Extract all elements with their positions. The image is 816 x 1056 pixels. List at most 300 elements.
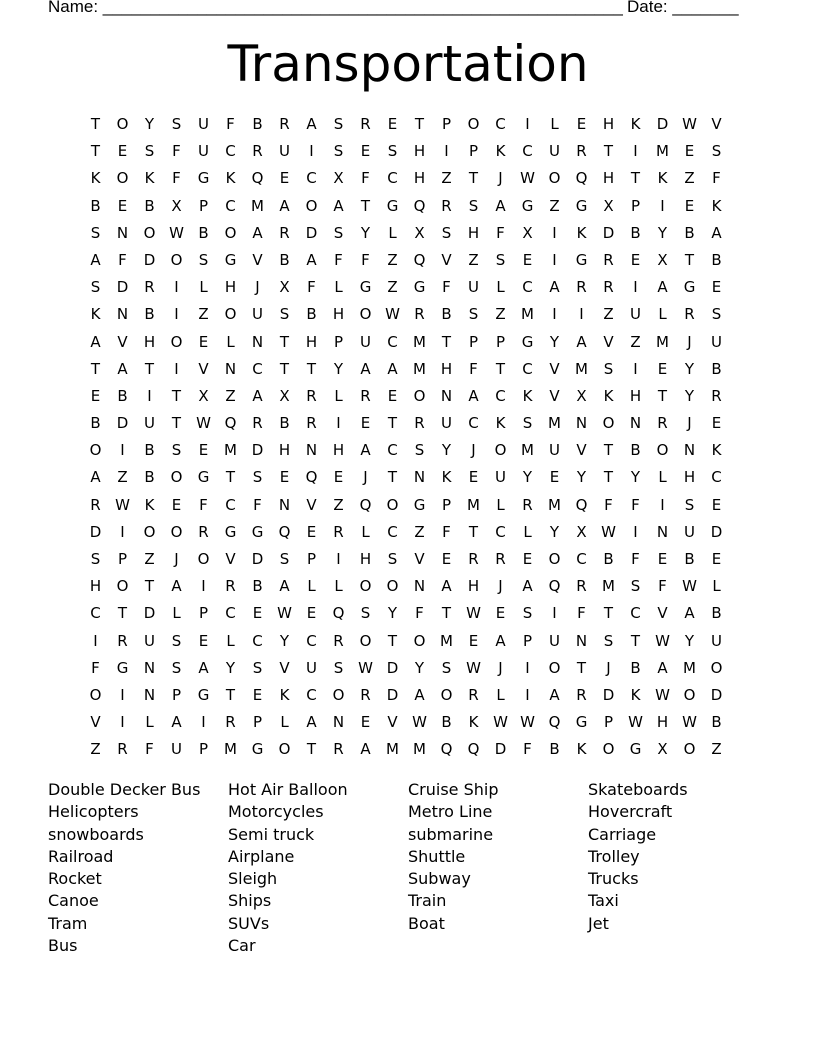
grid-letter[interactable]: N	[116, 305, 129, 324]
grid-letter[interactable]: E	[306, 604, 317, 623]
grid-letter[interactable]: E	[711, 414, 722, 433]
grid-letter[interactable]: C	[495, 522, 506, 541]
grid-letter[interactable]: F	[361, 250, 370, 269]
grid-letter[interactable]: Y	[684, 359, 695, 378]
grid-letter[interactable]: H	[440, 359, 453, 378]
grid-letter[interactable]: D	[602, 685, 615, 704]
grid-letter[interactable]: P	[441, 495, 452, 514]
grid-letter[interactable]: O	[467, 115, 480, 133]
grid-letter[interactable]: C	[522, 278, 533, 297]
grid-letter[interactable]: F	[361, 169, 370, 188]
grid-letter[interactable]: D	[386, 658, 399, 677]
grid-letter[interactable]: F	[523, 740, 532, 759]
grid-letter[interactable]: E	[117, 196, 128, 215]
grid-letter[interactable]: D	[386, 685, 399, 704]
grid-letter[interactable]: P	[306, 550, 317, 568]
grid-letter[interactable]: H	[224, 278, 237, 297]
grid-letter[interactable]: T	[576, 658, 587, 677]
grid-letter[interactable]: E	[198, 631, 209, 650]
grid-letter[interactable]: I	[525, 115, 530, 133]
grid-letter[interactable]: T	[90, 142, 101, 161]
grid-letter[interactable]: S	[90, 223, 101, 242]
grid-letter[interactable]: I	[147, 386, 152, 405]
grid-letter[interactable]: P	[468, 332, 479, 351]
grid-letter[interactable]: M	[440, 631, 453, 650]
grid-letter[interactable]: A	[495, 631, 506, 650]
grid-letter[interactable]: C	[387, 522, 398, 541]
grid-letter[interactable]: V	[387, 713, 398, 732]
grid-letter[interactable]: Q	[575, 169, 588, 188]
grid-letter[interactable]: D	[494, 740, 507, 759]
grid-letter[interactable]: Y	[684, 631, 695, 650]
grid-letter[interactable]: D	[143, 604, 156, 623]
grid-letter[interactable]: I	[309, 142, 314, 161]
grid-letter[interactable]: A	[360, 441, 371, 460]
grid-letter[interactable]: S	[468, 196, 479, 215]
grid-letter[interactable]: G	[629, 740, 642, 759]
grid-letter[interactable]: S	[441, 223, 452, 242]
grid-letter[interactable]: D	[251, 441, 264, 460]
grid-letter[interactable]: Y	[387, 604, 398, 623]
grid-letter[interactable]: W	[682, 713, 697, 732]
grid-letter[interactable]: F	[442, 278, 451, 297]
grid-letter[interactable]: F	[91, 658, 100, 677]
grid-letter[interactable]: I	[174, 305, 179, 324]
grid-letter[interactable]: V	[549, 359, 560, 378]
grid-letter[interactable]: P	[171, 685, 182, 704]
grid-letter[interactable]: E	[711, 550, 722, 568]
grid-letter[interactable]: C	[252, 631, 263, 650]
grid-letter[interactable]: R	[144, 278, 155, 297]
grid-letter[interactable]: Q	[467, 740, 480, 759]
grid-letter[interactable]: O	[548, 550, 561, 568]
grid-letter[interactable]: W	[520, 713, 535, 732]
grid-letter[interactable]: C	[90, 604, 101, 623]
grid-letter[interactable]: G	[575, 713, 588, 732]
grid-letter[interactable]: C	[522, 359, 533, 378]
grid-letter[interactable]: Z	[333, 495, 344, 514]
grid-letter[interactable]: L	[496, 278, 505, 297]
grid-letter[interactable]: D	[116, 414, 129, 433]
grid-letter[interactable]: N	[224, 359, 237, 378]
grid-letter[interactable]: P	[198, 740, 209, 759]
grid-letter[interactable]: Y	[414, 658, 425, 677]
grid-letter[interactable]: S	[171, 658, 182, 677]
grid-letter[interactable]: B	[630, 441, 641, 460]
grid-letter[interactable]: B	[252, 115, 263, 133]
grid-letter[interactable]: T	[495, 359, 506, 378]
grid-letter[interactable]: H	[602, 169, 615, 188]
grid-letter[interactable]: M	[413, 332, 426, 351]
grid-letter[interactable]: G	[575, 196, 588, 215]
grid-letter[interactable]: W	[466, 658, 481, 677]
grid-letter[interactable]: N	[116, 223, 129, 242]
grid-letter[interactable]: A	[117, 359, 128, 378]
grid-letter[interactable]: Y	[333, 359, 344, 378]
grid-letter[interactable]: Y	[630, 468, 641, 487]
grid-letter[interactable]: W	[655, 631, 670, 650]
grid-letter[interactable]: D	[710, 522, 723, 541]
grid-letter[interactable]: O	[602, 740, 615, 759]
grid-letter[interactable]: Q	[413, 196, 426, 215]
grid-letter[interactable]: Z	[117, 468, 128, 487]
grid-letter[interactable]: I	[552, 604, 557, 623]
grid-letter[interactable]: O	[359, 631, 372, 650]
grid-letter[interactable]: U	[252, 305, 263, 324]
grid-letter[interactable]: E	[522, 550, 533, 568]
grid-letter[interactable]: H	[467, 577, 480, 596]
grid-letter[interactable]: Z	[495, 305, 506, 324]
grid-letter[interactable]: T	[603, 604, 614, 623]
grid-letter[interactable]: R	[360, 115, 371, 133]
grid-letter[interactable]: K	[144, 495, 155, 514]
grid-letter[interactable]: O	[413, 386, 426, 405]
grid-letter[interactable]: L	[712, 577, 721, 596]
grid-letter[interactable]: R	[252, 414, 263, 433]
grid-letter[interactable]: U	[630, 305, 641, 324]
grid-letter[interactable]: F	[469, 359, 478, 378]
grid-letter[interactable]: C	[225, 196, 236, 215]
grid-letter[interactable]: E	[279, 468, 290, 487]
grid-letter[interactable]: Q	[440, 740, 453, 759]
grid-letter[interactable]: S	[333, 223, 344, 242]
grid-letter[interactable]: R	[603, 250, 614, 269]
grid-letter[interactable]: U	[495, 468, 506, 487]
grid-letter[interactable]: Z	[549, 196, 560, 215]
grid-letter[interactable]: E	[684, 196, 695, 215]
grid-letter[interactable]: X	[279, 386, 290, 405]
grid-letter[interactable]: I	[174, 359, 179, 378]
grid-letter[interactable]: O	[116, 577, 129, 596]
grid-letter[interactable]: X	[198, 386, 209, 405]
grid-letter[interactable]: W	[277, 604, 292, 623]
grid-letter[interactable]: T	[279, 332, 290, 351]
grid-letter[interactable]: H	[143, 332, 156, 351]
grid-letter[interactable]: B	[684, 223, 695, 242]
grid-letter[interactable]: O	[89, 685, 102, 704]
grid-letter[interactable]: D	[89, 522, 102, 541]
grid-letter[interactable]: J	[687, 414, 692, 433]
grid-letter[interactable]: T	[306, 740, 317, 759]
grid-letter[interactable]: H	[602, 115, 615, 133]
grid-letter[interactable]: M	[656, 142, 669, 161]
grid-letter[interactable]: S	[684, 495, 695, 514]
grid-letter[interactable]: H	[413, 169, 426, 188]
grid-letter[interactable]: H	[332, 305, 345, 324]
grid-letter[interactable]: K	[468, 713, 479, 732]
grid-letter[interactable]: E	[252, 685, 263, 704]
grid-letter[interactable]: F	[415, 604, 424, 623]
grid-letter[interactable]: W	[466, 604, 481, 623]
grid-letter[interactable]: A	[360, 740, 371, 759]
grid-letter[interactable]: W	[493, 713, 508, 732]
grid-letter[interactable]: R	[603, 278, 614, 297]
grid-letter[interactable]: T	[414, 115, 425, 133]
grid-letter[interactable]: S	[360, 604, 371, 623]
grid-letter[interactable]: P	[252, 713, 263, 732]
grid-letter[interactable]: Z	[144, 550, 155, 568]
grid-letter[interactable]: G	[413, 278, 426, 297]
grid-letter[interactable]: R	[522, 495, 533, 514]
grid-letter[interactable]: H	[359, 550, 372, 568]
grid-letter[interactable]: K	[441, 468, 452, 487]
grid-letter[interactable]: A	[441, 577, 452, 596]
grid-letter[interactable]: B	[441, 713, 452, 732]
grid-letter[interactable]: S	[198, 250, 209, 269]
grid-letter[interactable]: D	[305, 223, 318, 242]
grid-letter[interactable]: R	[360, 386, 371, 405]
grid-letter[interactable]: X	[171, 196, 182, 215]
grid-letter[interactable]: Z	[441, 169, 452, 188]
grid-letter[interactable]: Q	[278, 522, 291, 541]
grid-letter[interactable]: H	[629, 386, 642, 405]
grid-letter[interactable]: K	[144, 169, 155, 188]
grid-letter[interactable]: O	[656, 441, 669, 460]
grid-letter[interactable]: E	[711, 495, 722, 514]
grid-letter[interactable]: R	[468, 550, 479, 568]
grid-letter[interactable]: Z	[387, 278, 398, 297]
grid-letter[interactable]: E	[360, 414, 371, 433]
grid-letter[interactable]: B	[144, 441, 155, 460]
grid-letter[interactable]: T	[306, 359, 317, 378]
grid-letter[interactable]: L	[496, 495, 505, 514]
grid-letter[interactable]: R	[333, 631, 344, 650]
grid-letter[interactable]: B	[198, 223, 209, 242]
grid-letter[interactable]: B	[603, 550, 614, 568]
grid-letter[interactable]: T	[360, 196, 371, 215]
grid-letter[interactable]: U	[468, 278, 479, 297]
grid-letter[interactable]: F	[496, 223, 505, 242]
grid-letter[interactable]: R	[306, 386, 317, 405]
grid-letter[interactable]: F	[307, 278, 316, 297]
grid-letter[interactable]: R	[495, 550, 506, 568]
grid-letter[interactable]: E	[441, 550, 452, 568]
grid-letter[interactable]: D	[656, 115, 669, 133]
grid-letter[interactable]: R	[90, 495, 101, 514]
grid-letter[interactable]: G	[224, 522, 237, 541]
grid-letter[interactable]: G	[251, 522, 264, 541]
grid-letter[interactable]: C	[387, 169, 398, 188]
grid-letter[interactable]: U	[711, 332, 722, 351]
grid-letter[interactable]: U	[198, 142, 209, 161]
grid-letter[interactable]: G	[224, 250, 237, 269]
grid-letter[interactable]: R	[414, 305, 425, 324]
grid-letter[interactable]: L	[280, 713, 289, 732]
grid-letter[interactable]: X	[576, 522, 587, 541]
grid-letter[interactable]: A	[522, 577, 533, 596]
grid-letter[interactable]: O	[305, 196, 318, 215]
grid-letter[interactable]: B	[549, 740, 560, 759]
name-field-line[interactable]: Name: _______________________________________________________	[48, 0, 623, 16]
grid-letter[interactable]: S	[333, 658, 344, 677]
grid-letter[interactable]: R	[333, 522, 344, 541]
grid-letter[interactable]: Z	[468, 250, 479, 269]
grid-letter[interactable]: E	[468, 468, 479, 487]
grid-letter[interactable]: R	[117, 631, 128, 650]
grid-letter[interactable]: L	[658, 305, 667, 324]
grid-letter[interactable]: J	[363, 468, 368, 487]
grid-letter[interactable]: C	[711, 468, 722, 487]
grid-letter[interactable]: S	[468, 305, 479, 324]
grid-letter[interactable]: J	[498, 577, 503, 596]
grid-letter[interactable]: V	[117, 332, 128, 351]
grid-letter[interactable]: L	[388, 223, 397, 242]
grid-letter[interactable]: Q	[413, 250, 426, 269]
grid-letter[interactable]: T	[171, 414, 182, 433]
grid-letter[interactable]: C	[225, 604, 236, 623]
grid-letter[interactable]: K	[279, 685, 290, 704]
grid-letter[interactable]: S	[387, 142, 398, 161]
grid-letter[interactable]: O	[548, 169, 561, 188]
grid-letter[interactable]: Q	[548, 713, 561, 732]
grid-letter[interactable]: V	[549, 386, 560, 405]
grid-letter[interactable]: I	[579, 305, 584, 324]
grid-letter[interactable]: W	[385, 305, 400, 324]
grid-letter[interactable]: X	[333, 169, 344, 188]
grid-letter[interactable]: I	[201, 577, 206, 596]
grid-letter[interactable]: I	[120, 441, 125, 460]
grid-letter[interactable]: I	[525, 685, 530, 704]
grid-letter[interactable]: R	[198, 522, 209, 541]
grid-letter[interactable]: R	[225, 577, 236, 596]
grid-letter[interactable]: Y	[549, 522, 560, 541]
grid-letter[interactable]: K	[630, 685, 641, 704]
grid-letter[interactable]: R	[576, 278, 587, 297]
grid-letter[interactable]: J	[255, 278, 260, 297]
grid-letter[interactable]: S	[252, 468, 263, 487]
grid-letter[interactable]: R	[657, 414, 668, 433]
grid-letter[interactable]: A	[171, 713, 182, 732]
grid-letter[interactable]: E	[522, 250, 533, 269]
grid-letter[interactable]: K	[90, 305, 101, 324]
grid-letter[interactable]: Q	[251, 169, 264, 188]
grid-letter[interactable]: B	[441, 305, 452, 324]
grid-letter[interactable]: X	[657, 250, 668, 269]
grid-letter[interactable]: B	[90, 196, 101, 215]
grid-letter[interactable]: S	[333, 115, 344, 133]
grid-letter[interactable]: T	[468, 169, 479, 188]
grid-letter[interactable]: B	[711, 713, 722, 732]
grid-letter[interactable]: S	[333, 142, 344, 161]
grid-letter[interactable]: E	[333, 468, 344, 487]
grid-letter[interactable]: P	[198, 196, 209, 215]
grid-letter[interactable]: S	[252, 658, 263, 677]
grid-letter[interactable]: T	[603, 468, 614, 487]
grid-letter[interactable]: J	[687, 332, 692, 351]
grid-letter[interactable]: X	[576, 386, 587, 405]
grid-letter[interactable]: Y	[684, 386, 695, 405]
grid-letter[interactable]: L	[523, 522, 532, 541]
grid-letter[interactable]: N	[440, 386, 453, 405]
grid-letter[interactable]: S	[171, 115, 182, 133]
grid-letter[interactable]: C	[306, 685, 317, 704]
grid-letter[interactable]: E	[198, 441, 209, 460]
grid-letter[interactable]: O	[197, 550, 210, 568]
grid-letter[interactable]: Q	[332, 604, 345, 623]
grid-letter[interactable]: O	[116, 115, 129, 133]
grid-letter[interactable]: N	[143, 658, 156, 677]
grid-letter[interactable]: R	[333, 740, 344, 759]
grid-letter[interactable]: J	[606, 658, 611, 677]
grid-letter[interactable]: G	[386, 196, 399, 215]
grid-letter[interactable]: N	[629, 414, 642, 433]
grid-letter[interactable]: M	[548, 495, 561, 514]
grid-letter[interactable]: Y	[279, 631, 290, 650]
grid-letter[interactable]: U	[144, 414, 155, 433]
grid-letter[interactable]: F	[442, 522, 451, 541]
grid-letter[interactable]: A	[198, 658, 209, 677]
grid-letter[interactable]: E	[387, 386, 398, 405]
grid-letter[interactable]: R	[414, 414, 425, 433]
grid-letter[interactable]: U	[549, 142, 560, 161]
grid-letter[interactable]: W	[628, 713, 643, 732]
grid-letter[interactable]: X	[279, 278, 290, 297]
grid-letter[interactable]: S	[522, 414, 533, 433]
grid-letter[interactable]: I	[552, 250, 557, 269]
grid-letter[interactable]: A	[657, 278, 668, 297]
grid-letter[interactable]: L	[334, 278, 343, 297]
grid-letter[interactable]: A	[576, 332, 587, 351]
grid-letter[interactable]: P	[441, 115, 452, 133]
grid-letter[interactable]: V	[414, 550, 425, 568]
grid-letter[interactable]: O	[224, 223, 237, 242]
grid-letter[interactable]: F	[577, 604, 586, 623]
grid-letter[interactable]: A	[495, 196, 506, 215]
grid-letter[interactable]: N	[683, 441, 696, 460]
grid-letter[interactable]: H	[305, 332, 318, 351]
grid-letter[interactable]: O	[170, 332, 183, 351]
grid-letter[interactable]: T	[279, 359, 290, 378]
grid-letter[interactable]: S	[279, 305, 290, 324]
grid-letter[interactable]: R	[441, 196, 452, 215]
grid-letter[interactable]: O	[170, 468, 183, 487]
grid-letter[interactable]: V	[225, 550, 236, 568]
grid-letter[interactable]: F	[145, 740, 154, 759]
grid-letter[interactable]: S	[603, 359, 614, 378]
grid-letter[interactable]: T	[603, 441, 614, 460]
grid-letter[interactable]: W	[412, 713, 427, 732]
grid-letter[interactable]: H	[683, 468, 696, 487]
grid-letter[interactable]: M	[575, 359, 588, 378]
grid-letter[interactable]: W	[682, 577, 697, 596]
grid-letter[interactable]: N	[575, 414, 588, 433]
grid-letter[interactable]: K	[657, 169, 668, 188]
grid-letter[interactable]: I	[633, 278, 638, 297]
grid-letter[interactable]: N	[413, 577, 426, 596]
grid-letter[interactable]: W	[115, 495, 130, 514]
grid-letter[interactable]: N	[143, 685, 156, 704]
grid-letter[interactable]: C	[306, 169, 317, 188]
grid-letter[interactable]: U	[144, 631, 155, 650]
grid-letter[interactable]: I	[93, 631, 98, 650]
grid-letter[interactable]: B	[252, 577, 263, 596]
grid-letter[interactable]: V	[90, 713, 101, 732]
grid-letter[interactable]: O	[683, 740, 696, 759]
grid-letter[interactable]: U	[279, 142, 290, 161]
grid-letter[interactable]: O	[413, 631, 426, 650]
grid-letter[interactable]: Z	[387, 250, 398, 269]
grid-letter[interactable]: V	[576, 441, 587, 460]
grid-letter[interactable]: Y	[522, 468, 533, 487]
grid-letter[interactable]: E	[576, 115, 587, 133]
grid-letter[interactable]: Z	[225, 386, 236, 405]
grid-letter[interactable]: I	[552, 223, 557, 242]
grid-letter[interactable]: O	[602, 414, 615, 433]
grid-letter[interactable]: G	[683, 278, 696, 297]
grid-letter[interactable]: K	[576, 223, 587, 242]
grid-letter[interactable]: A	[306, 115, 317, 133]
grid-letter[interactable]: C	[225, 495, 236, 514]
